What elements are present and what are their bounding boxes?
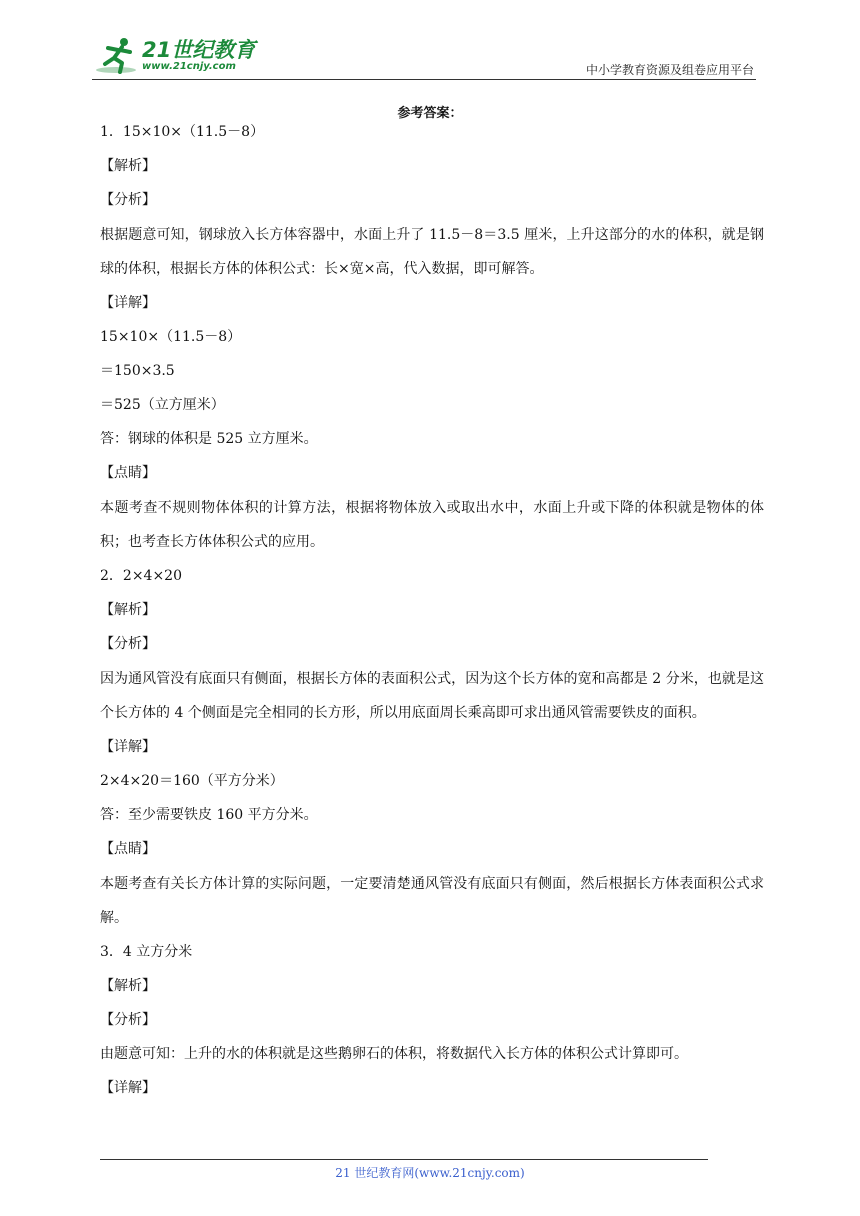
- answer-line: 【分析】: [100, 636, 156, 652]
- answer-line: 1．15×10×（11.5－8）: [100, 124, 265, 140]
- page-title: 参考答案：: [397, 106, 463, 121]
- answer-line: 【解析】: [100, 158, 156, 174]
- answer-line: 【解析】: [100, 602, 156, 618]
- answer-line: 2．2×4×20: [100, 568, 182, 584]
- logo-url: www.21cnjy.com: [142, 61, 236, 72]
- answer-line: 【解析】: [100, 978, 156, 994]
- answer-line: 3．4 立方分米: [100, 944, 193, 960]
- answer-line: 由题意可知：上升的水的体积就是这些鹅卵石的体积，将数据代入长方体的体积公式计算即可。: [100, 1046, 688, 1062]
- header-divider: [92, 79, 756, 80]
- answer-paragraph: 本题考查不规则物体体积的计算方法，根据将物体放入或取出水中，水面上升或下降的体积就是物体的体积；也考查长方体体积公式的应用。: [100, 500, 764, 550]
- runner-logo-icon: [94, 36, 142, 76]
- answer-line: 【分析】: [100, 192, 156, 208]
- answer-line: 答：至少需要铁皮 160 平方分米。: [100, 807, 318, 823]
- answer-body: [100, 124, 764, 1114]
- answer-line: 2×4×20＝160（平方分米）: [100, 773, 284, 789]
- logo-wordmark: 21世纪教育: [142, 38, 256, 62]
- answer-line: 答：钢球的体积是 525 立方厘米。: [100, 431, 318, 447]
- answer-paragraph: 根据题意可知，钢球放入长方体容器中，水面上升了 11.5－8＝3.5 厘米，上升这部分的水的体积，就是钢球的体积，根据长方体的体积公式：长×宽×高，代入数据，即可解答。: [100, 227, 764, 277]
- answer-line: 【详解】: [100, 1080, 156, 1096]
- footer-link[interactable]: 21 世纪教育网(www.21cnjy.com): [335, 1166, 525, 1180]
- answer-line: ＝150×3.5: [100, 363, 175, 379]
- site-logo[interactable]: [92, 34, 262, 80]
- answer-line: 15×10×（11.5－8）: [100, 329, 242, 345]
- answer-line: ＝525（立方厘米）: [100, 397, 225, 413]
- answer-paragraph: 本题考查有关长方体计算的实际问题，一定要清楚通风管没有底面只有侧面，然后根据长方体表面积公式求解。: [100, 876, 764, 926]
- platform-tagline: 中小学教育资源及组卷应用平台: [585, 63, 754, 77]
- answer-paragraph: 因为通风管没有底面只有侧面，根据长方体的表面积公式，因为这个长方体的宽和高都是 2 分米，也就是这个长方体的 4 个侧面是完全相同的长方形，所以用底面周长乘高即可求出通风管需要铁皮的面积。: [100, 671, 764, 721]
- answer-line: 【分析】: [100, 1012, 156, 1028]
- footer-divider: [100, 1159, 708, 1160]
- answer-line: 【点睛】: [100, 841, 156, 857]
- answer-line: 【点睛】: [100, 465, 156, 481]
- answer-line: 【详解】: [100, 295, 156, 311]
- answer-line: 【详解】: [100, 739, 156, 755]
- page-header: [92, 30, 756, 80]
